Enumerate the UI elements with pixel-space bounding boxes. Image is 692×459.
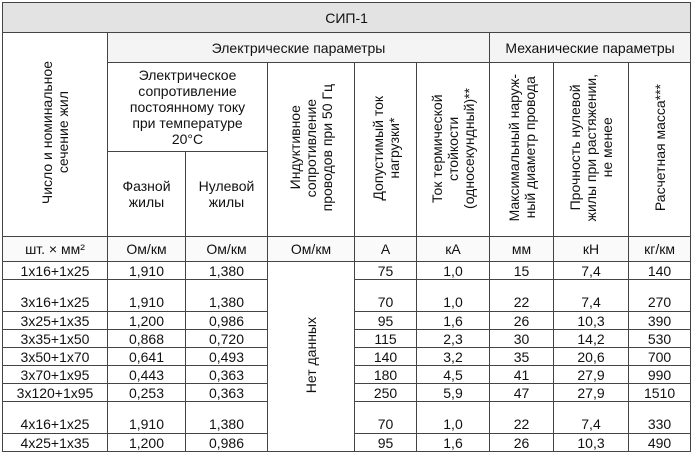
cell-neutral: 0,493 bbox=[186, 348, 268, 366]
cell-thermal: 1,0 bbox=[417, 402, 490, 434]
cell-diameter: 35 bbox=[490, 348, 554, 366]
header-current-label: Допустимый ток нагрузки* bbox=[369, 95, 402, 201]
cell-strength: 14,2 bbox=[554, 330, 629, 348]
header-cores bbox=[3, 33, 108, 237]
header-phase: Фазной жилы bbox=[108, 152, 186, 237]
header-thermal bbox=[417, 63, 490, 237]
cell-phase: 0,443 bbox=[108, 366, 186, 384]
cell-current: 180 bbox=[355, 366, 417, 384]
cell-phase: 0,253 bbox=[108, 384, 186, 402]
cell-strength: 10,3 bbox=[554, 312, 629, 330]
cell-current: 70 bbox=[355, 280, 417, 312]
header-resistance: Электрическое сопротивление постоянному току при температуре 20°С bbox=[108, 63, 268, 152]
group-mechanical: Механические параметры bbox=[490, 33, 691, 63]
cell-inductive-nodata bbox=[268, 262, 355, 452]
cell-cores: 3х25+1х35 bbox=[3, 312, 108, 330]
cell-diameter: 26 bbox=[490, 434, 554, 452]
table-row bbox=[3, 262, 691, 280]
cell-mass: 490 bbox=[629, 434, 691, 452]
table-title: СИП-1 bbox=[3, 3, 691, 33]
group-electrical: Электрические параметры bbox=[108, 33, 490, 63]
cell-diameter: 41 bbox=[490, 366, 554, 384]
header-inductive bbox=[268, 63, 355, 237]
cell-diameter: 30 bbox=[490, 330, 554, 348]
cell-cores: 3х35+1х50 bbox=[3, 330, 108, 348]
cell-diameter: 22 bbox=[490, 280, 554, 312]
cell-mass: 390 bbox=[629, 312, 691, 330]
cell-cores: 3х120+1х95 bbox=[3, 384, 108, 402]
cell-cores: 1х16+1х25 bbox=[3, 262, 108, 280]
cable-spec-table bbox=[2, 2, 691, 452]
unit-cores: шт. × мм² bbox=[3, 237, 108, 262]
header-strength-label: Прочность нулевой жилы при растяжении, не менее bbox=[567, 74, 615, 222]
cell-current: 115 bbox=[355, 330, 417, 348]
cell-thermal: 1,0 bbox=[417, 262, 490, 280]
unit-thermal: кА bbox=[417, 237, 490, 262]
unit-neutral: Ом/км bbox=[186, 237, 268, 262]
cell-mass: 330 bbox=[629, 402, 691, 434]
cell-strength: 7,4 bbox=[554, 280, 629, 312]
no-data-label: Нет данных bbox=[303, 316, 319, 394]
cell-phase: 1,910 bbox=[108, 402, 186, 434]
cell-neutral: 0,720 bbox=[186, 330, 268, 348]
cell-current: 95 bbox=[355, 434, 417, 452]
cell-strength: 7,4 bbox=[554, 402, 629, 434]
cell-neutral: 0,363 bbox=[186, 384, 268, 402]
header-mass bbox=[629, 63, 691, 237]
cell-thermal: 1,6 bbox=[417, 434, 490, 452]
cell-cores: 3х70+1х95 bbox=[3, 366, 108, 384]
header-cores-label: Число и номинальное сечение жил bbox=[39, 61, 71, 205]
cell-current: 140 bbox=[355, 348, 417, 366]
header-mass-label: Расчетная масса*** bbox=[651, 84, 668, 212]
cell-current: 95 bbox=[355, 312, 417, 330]
unit-phase: Ом/км bbox=[108, 237, 186, 262]
header-current bbox=[355, 63, 417, 237]
cell-phase: 1,910 bbox=[108, 280, 186, 312]
cell-mass: 700 bbox=[629, 348, 691, 366]
cell-thermal: 2,3 bbox=[417, 330, 490, 348]
cell-thermal: 1,0 bbox=[417, 280, 490, 312]
cell-neutral: 0,986 bbox=[186, 312, 268, 330]
cell-neutral: 1,380 bbox=[186, 280, 268, 312]
header-diameter bbox=[490, 63, 554, 237]
cell-diameter: 15 bbox=[490, 262, 554, 280]
cell-phase: 0,641 bbox=[108, 348, 186, 366]
cell-thermal: 4,5 bbox=[417, 366, 490, 384]
cell-thermal: 3,2 bbox=[417, 348, 490, 366]
cell-cores: 4х16+1х25 bbox=[3, 402, 108, 434]
cell-diameter: 26 bbox=[490, 312, 554, 330]
cell-mass: 990 bbox=[629, 366, 691, 384]
cell-phase: 1,200 bbox=[108, 312, 186, 330]
cell-phase: 1,910 bbox=[108, 262, 186, 280]
cell-mass: 530 bbox=[629, 330, 691, 348]
cell-strength: 10,3 bbox=[554, 434, 629, 452]
cell-diameter: 22 bbox=[490, 402, 554, 434]
cell-strength: 20,6 bbox=[554, 348, 629, 366]
cell-current: 75 bbox=[355, 262, 417, 280]
cell-mass: 270 bbox=[629, 280, 691, 312]
cell-neutral: 0,986 bbox=[186, 434, 268, 452]
cell-neutral: 1,380 bbox=[186, 402, 268, 434]
cell-strength: 27,9 bbox=[554, 366, 629, 384]
cell-phase: 0,868 bbox=[108, 330, 186, 348]
cell-neutral: 0,363 bbox=[186, 366, 268, 384]
cell-cores: 3х50+1х70 bbox=[3, 348, 108, 366]
cell-current: 70 bbox=[355, 402, 417, 434]
cell-mass: 140 bbox=[629, 262, 691, 280]
header-inductive-label: Индуктивное сопротивление проводов при 50 Гц bbox=[287, 84, 335, 212]
cell-mass: 1510 bbox=[629, 384, 691, 402]
cell-cores: 3х16+1х25 bbox=[3, 280, 108, 312]
cell-strength: 27,9 bbox=[554, 384, 629, 402]
header-thermal-label: Ток термической стойкости (односекундный)** bbox=[429, 87, 477, 209]
cell-phase: 1,200 bbox=[108, 434, 186, 452]
cell-current: 250 bbox=[355, 384, 417, 402]
cell-cores: 4х25+1х35 bbox=[3, 434, 108, 452]
header-diameter-label: Максимальный наруж- ный диаметр провода bbox=[505, 74, 538, 222]
unit-strength: кН bbox=[554, 237, 629, 262]
cell-thermal: 1,6 bbox=[417, 312, 490, 330]
header-neutral: Нулевой жилы bbox=[186, 152, 268, 237]
cell-neutral: 1,380 bbox=[186, 262, 268, 280]
unit-mass: кг/км bbox=[629, 237, 691, 262]
header-strength bbox=[554, 63, 629, 237]
unit-current: А bbox=[355, 237, 417, 262]
unit-diameter: мм bbox=[490, 237, 554, 262]
cell-diameter: 47 bbox=[490, 384, 554, 402]
unit-inductive: Ом/км bbox=[268, 237, 355, 262]
cell-thermal: 5,9 bbox=[417, 384, 490, 402]
cell-strength: 7,4 bbox=[554, 262, 629, 280]
